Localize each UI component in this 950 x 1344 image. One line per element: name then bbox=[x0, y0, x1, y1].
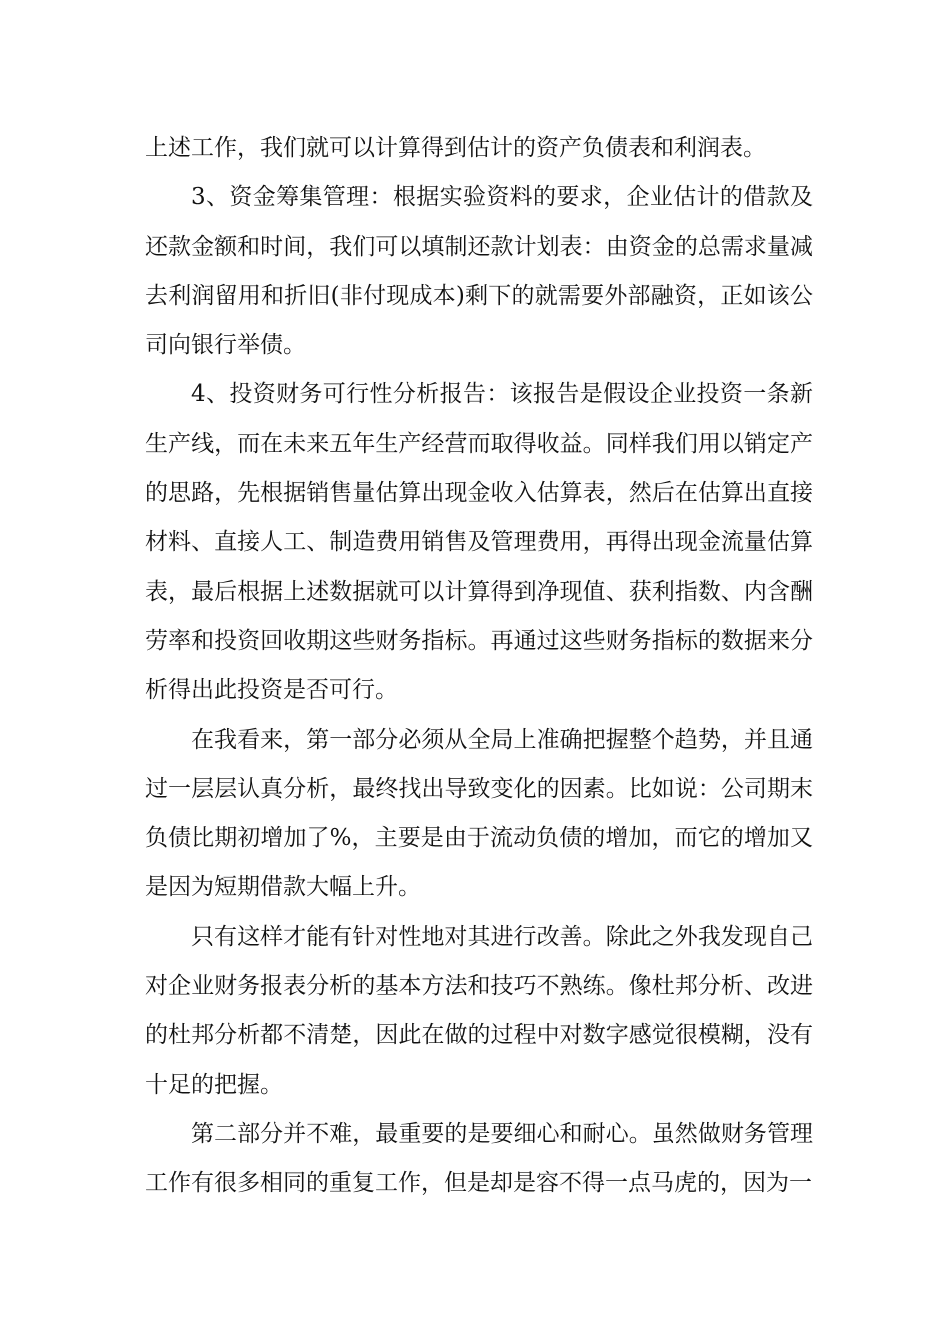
paragraph-2: 3、资金筹集管理：根据实验资料的要求，企业估计的借款及还款金额和时间，我们可以填制还款计划表：由资金的总需求量减去利润留用和折旧(非付现成本)剩下的就需要外部融资，正如该公司向银行举债。 bbox=[145, 184, 813, 359]
paragraph-3: 4、投资财务可行性分析报告：该报告是假设企业投资一条新生产线，而在未来五年生产经营而取得收益。同样我们用以销定产的思路，先根据销售量估算出现金收入估算表，然后在估算出直接材料、直接人工、制造费用销售及管理费用，再得出现金流量估算表，最后根据上述数据就可以计算得到净现值、获利指数、内含酬劳率和投资回收期这些财务指标。再通过这些财务指标的数据来分析得出此投资是否可行。 bbox=[145, 381, 813, 704]
paragraph-5: 只有这样才能有针对性地对其进行改善。除此之外我发现自己对企业财务报表分析的基本方法和技巧不熟练。像杜邦分析、改进的杜邦分析都不清楚，因此在做的过程中对数字感觉很模糊，没有十足的把握。 bbox=[145, 923, 813, 1098]
paragraph-6: 第二部分并不难，最重要的是要细心和耐心。虽然做财务管理工作有很多相同的重复工作，但是却是容不得一点马虎的，因为一 bbox=[145, 1120, 813, 1197]
paragraph-1: 上述工作，我们就可以计算得到估计的资产负债表和利润表。 bbox=[145, 135, 766, 161]
paragraph-4: 在我看来，第一部分必须从全局上准确把握整个趋势，并且通过一层层认真分析，最终找出导致变化的因素。比如说：公司期末负债比期初增加了%，主要是由于流动负债的增加，而它的增加又是因为短期借款大幅上升。 bbox=[145, 726, 813, 901]
body-text bbox=[145, 124, 813, 1209]
